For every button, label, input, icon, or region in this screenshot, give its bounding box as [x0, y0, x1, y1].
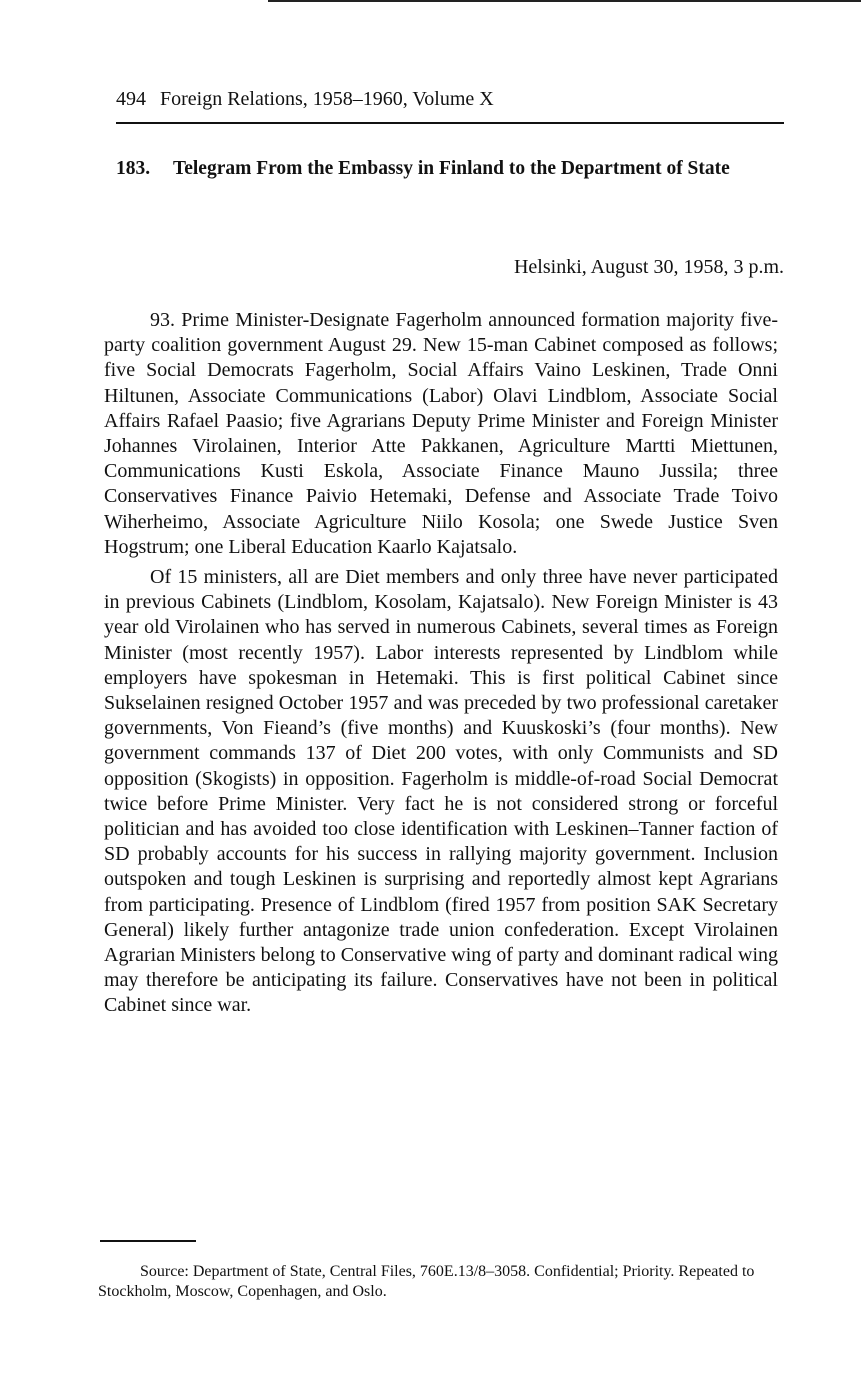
document-heading	[116, 158, 784, 180]
body-paragraph: Of 15 ministers, all are Diet members and only three have never participated in previous Cabinets (Lindblom, Kosolam, Kajatsalo). New Foreign Minister is 43 year old Virolainen who has served in numerous Cabinets, several times as Foreign Minister (most recently 1957). Labor interests represented by Lindblom while employers have spokesman in Hetemaki. This is first political Cabinet since Sukselainen resigned October 1957 and was preceded by two professional caretaker governments, Von Fieand’s (five months) and Kuuskoski’s (four months). New government commands 137 of Diet 200 votes, with only Communists and SD opposition (Skogists) in opposition. Fagerholm is middle-of-road Social Democrat twice before Prime Minister. Very fact he is not considered strong or forceful politician and has avoided too close identification with Leskinen–Tanner faction of SD probably accounts for his success in rallying majority government. Inclusion outspoken and tough Leskinen is surprising and reportedly almost kept Agrarians from participating. Presence of Lindblom (fired 1957 from position SAK Secretary General) likely further antagonize trade union confederation. Except Virolainen Agrarian Ministers belong to Conservative wing of party and dominant radical wing may therefore be anticipating its failure. Conservatives have not been in political Cabinet since war.	[104, 566, 778, 1017]
header-rule	[116, 122, 784, 124]
scan-top-edge-rule	[268, 0, 861, 2]
page-number: 494	[116, 88, 146, 110]
running-header	[116, 88, 784, 111]
source-footnote: Source: Department of State, Central Files, 760E.13/8–3058. Confidential; Priority. Repeated to Stockholm, Moscow, Copenhagen, and Oslo.	[98, 1263, 755, 1300]
body-paragraph: 93. Prime Minister-Designate Fagerholm announced formation majority five-party coalition government August 29. New 15-man Cabinet composed as follows; five Social Democrats Fagerholm, Social Affairs Vaino Leskinen, Trade Onni Hiltunen, Associate Communications (Labor) Olavi Lindblom, Associate Social Affairs Rafael Paasio; five Agrarians Deputy Prime Minister and Foreign Minister Johannes Virolainen, Interior Atte Pakkanen, Agriculture Martti Miettunen, Communications Kusti Eskola, Associate Finance Mauno Jussila; three Conservatives Finance Paivio Hetemaki, Defense and Associate Trade Toivo Wiherheimo, Associate Agriculture Niilo Kosola; one Swede Justice Sven Hogstrum; one Liberal Education Kaarlo Kajatsalo.	[104, 309, 778, 558]
dateline: Helsinki, August 30, 1958, 3 p.m.	[513, 256, 784, 278]
document-body	[104, 308, 778, 1019]
document-title: Telegram From the Embassy in Finland to the Department of State	[173, 158, 730, 179]
footnote-rule	[100, 1240, 196, 1242]
running-title: Foreign Relations, 1958–1960, Volume X	[160, 88, 494, 110]
document-number: 183.	[116, 158, 151, 179]
